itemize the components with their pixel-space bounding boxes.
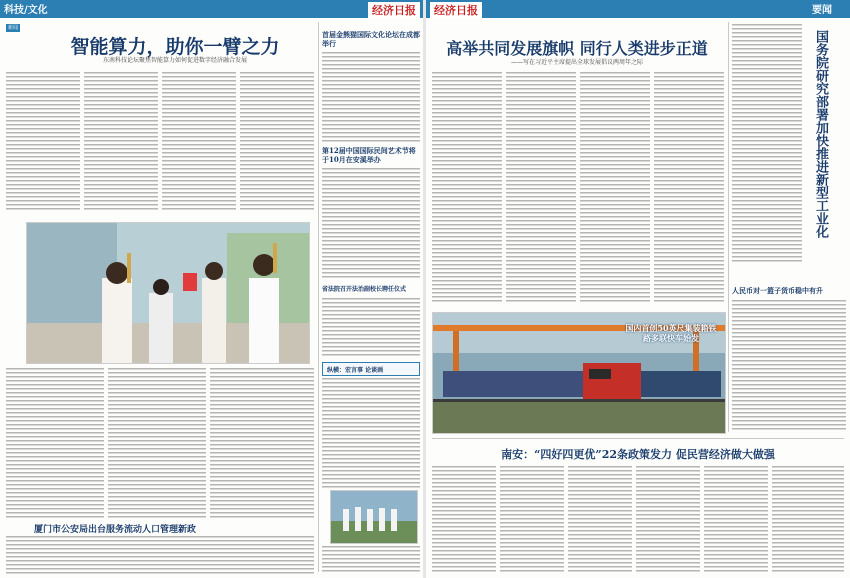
right-article-column-2 (506, 72, 576, 302)
right-bottom-column-5 (704, 466, 768, 574)
left-article-column-3 (162, 72, 236, 212)
right-main-subtitle: ——写在习近平主席提出全球发展倡议两周年之际 (510, 59, 643, 66)
right-bottom-rule (432, 438, 844, 439)
right-side-text-2 (732, 300, 846, 432)
right-page (426, 0, 850, 578)
torch-relay-small-photo-art (331, 491, 417, 543)
left-side-text-4 (322, 378, 420, 488)
right-vertical-headline: 国务院研究部署加快推进新型工业化 (813, 30, 828, 238)
right-section-label: 要闻 (812, 5, 832, 16)
left-article-column-2 (84, 72, 158, 212)
left-lower-column-1 (6, 368, 104, 518)
right-column-rule (728, 22, 729, 432)
right-side-subhead: 人民币对一篮子货币稳中有升 (732, 286, 823, 295)
right-article-column-4 (654, 72, 724, 302)
freight-train-photo (432, 312, 726, 434)
right-article-column-3 (580, 72, 650, 302)
right-bottom-column-1 (432, 466, 496, 574)
left-side-text-5 (322, 546, 420, 574)
left-brand-logo: 经济日报 (368, 2, 420, 18)
freight-train-caption: 国内首创50英尺集装箱铁路多联快车始发 (625, 323, 717, 343)
left-article-column-1 (6, 72, 80, 212)
right-main-headline: 高举共同发展旗帜 同行人类进步正道 (446, 39, 708, 58)
left-side-text-2 (322, 168, 420, 278)
torch-relay-photo (26, 222, 310, 364)
left-page-header (0, 0, 424, 18)
left-column-rule (318, 22, 319, 572)
left-main-headline: 智能算力，助你一臂之力 (70, 36, 280, 58)
right-brand-logo: 经济日报 (430, 2, 482, 18)
left-article-column-4 (240, 72, 314, 212)
left-column-note-box (322, 362, 420, 376)
right-bottom-column-3 (568, 466, 632, 574)
left-side-text-3 (322, 298, 420, 358)
right-bottom-column-6 (772, 466, 844, 574)
left-side-headline-1: 首届金熊猫国际文化论坛在成都举行 (322, 30, 420, 48)
right-page-header (426, 0, 850, 18)
left-lower-column-2 (108, 368, 206, 518)
right-bottom-column-4 (636, 466, 700, 574)
left-side-text-1 (322, 52, 420, 142)
left-section-label: 科技/文化 (4, 5, 48, 16)
right-bottom-headline: 南安：“四好四更优”22条政策发力 促民营经济做大做强 (501, 448, 775, 461)
left-side-headline-3: 省法院召开法治副校长聘任仪式 (322, 286, 407, 293)
right-bottom-column-2 (500, 466, 564, 574)
left-lower-column-3 (210, 368, 314, 518)
left-kicker: 新闻 (7, 25, 18, 31)
left-page (0, 0, 424, 578)
torch-relay-small-photo (330, 490, 418, 544)
left-bottom-text (6, 536, 314, 574)
left-column-note: 纵横：宏言事 论谈画 (327, 367, 384, 374)
left-side-headline-2: 第12届中国国际民间艺术节将于10月在安溪举办 (322, 146, 416, 164)
left-main-subtitle: 东南科技论坛聚焦智能算力如何促进数字经济融合发展 (102, 57, 247, 64)
right-article-column-1 (432, 72, 502, 302)
torch-relay-photo-art (27, 223, 309, 363)
left-bottom-headline: 厦门市公安局出台服务流动人口管理新政 (34, 525, 197, 535)
right-side-text-1 (732, 24, 802, 264)
